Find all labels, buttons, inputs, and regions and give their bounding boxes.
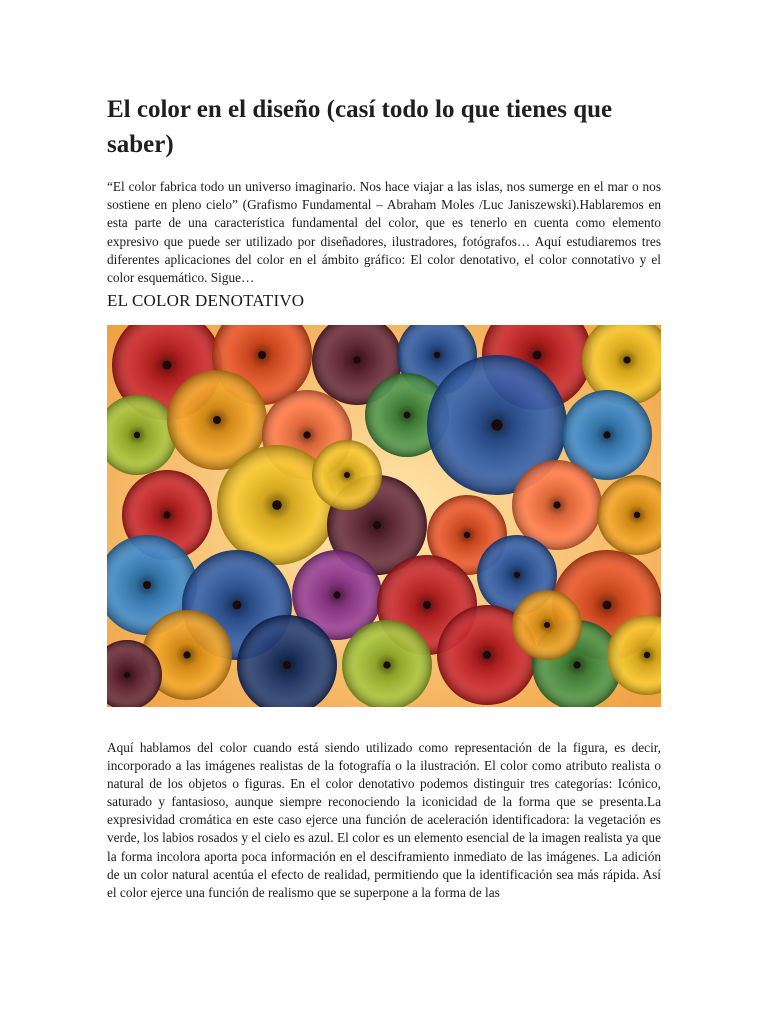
glass-disc-center — [373, 521, 381, 529]
glass-disc-center — [491, 419, 502, 430]
glass-disc-center — [544, 622, 550, 628]
glass-disc-center — [644, 652, 650, 658]
glass-disc-center — [333, 591, 340, 598]
glass-disc-center — [634, 512, 640, 518]
glass-disc-center — [603, 431, 610, 438]
glass-flowers-photo — [107, 325, 661, 707]
glass-disc-center — [423, 601, 431, 609]
glass-disc-center — [134, 432, 140, 438]
glass-disc-center — [143, 581, 151, 589]
glass-disc-center — [383, 661, 390, 668]
glass-disc-center — [124, 672, 130, 678]
glass-disc-center — [483, 651, 491, 659]
glass-disc-center — [404, 412, 411, 419]
glass-disc-center — [533, 351, 542, 360]
glass-disc-center — [514, 572, 520, 578]
glass-disc-center — [183, 651, 190, 658]
glass-disc-center — [233, 601, 242, 610]
glass-disc-center — [573, 661, 580, 668]
glass-disc-center — [272, 500, 282, 510]
glass-disc-center — [303, 431, 310, 438]
glass-disc-center — [353, 356, 360, 363]
intro-paragraph: “El color fabrica todo un universo imaginario. Nos hace viajar a las islas, nos sumerge en el mar o nos sostiene en pleno cielo” (Grafismo Fundamental – Abraham Moles /Luc Janiszewski).Hablaremos en esta parte de una característica fundamental del color, que es tenerlo en cuenta como elemento expresivo que puede ser utilizado por diseñadores, ilustradores, fotógrafos… Aquí estudiaremos tres diferentes aplicaciones del color en el ámbito gráfico: El color denotativo, el color connotativo y el color esquemático. Sigue… — [107, 179, 661, 286]
glass-disc-center — [464, 532, 470, 538]
glass-disc-center — [258, 351, 266, 359]
glass-disc-center — [603, 601, 612, 610]
glass-disc-center — [553, 501, 560, 508]
glass-disc-center — [163, 361, 172, 370]
glass-disc-center — [434, 352, 440, 358]
glass-flowers-illustration — [107, 325, 661, 707]
glass-disc-center — [623, 356, 630, 363]
glass-disc-center — [163, 511, 170, 518]
glass-disc-center — [344, 472, 350, 478]
body-paragraph: Aquí hablamos del color cuando está siendo utilizado como representación de la figura, es decir, incorporado a las imágenes realistas de la fotografía o la ilustración. El color como atributo realista o natural de los objetos o figuras. En el color denotativo podemos distinguir tres categorías: Icónico, saturado y fantasioso, aunque siempre reconociendo la iconicidad de la forma que se presenta.La expresividad cromática en este caso ejerce una función de aceleración identificadora: la vegetación es verde, los labios rosados y el cielo es azul. El color es un elemento esencial de la imagen realista ya que la forma incolora aporta poca información en el desciframiento inmediato de las imágenes. La adición de un color natural acentúa el efecto de realidad, permitiendo que la identificación sea más rápida. Así el color ejerce una función de realismo que se superpone a la forma de las — [107, 740, 661, 900]
glass-disc-center — [213, 416, 221, 424]
section-heading: EL COLOR DENOTATIVO — [107, 291, 305, 310]
glass-disc-center — [283, 661, 291, 669]
page-title: El color en el diseño (casí todo lo que tienes que saber) — [107, 96, 613, 158]
